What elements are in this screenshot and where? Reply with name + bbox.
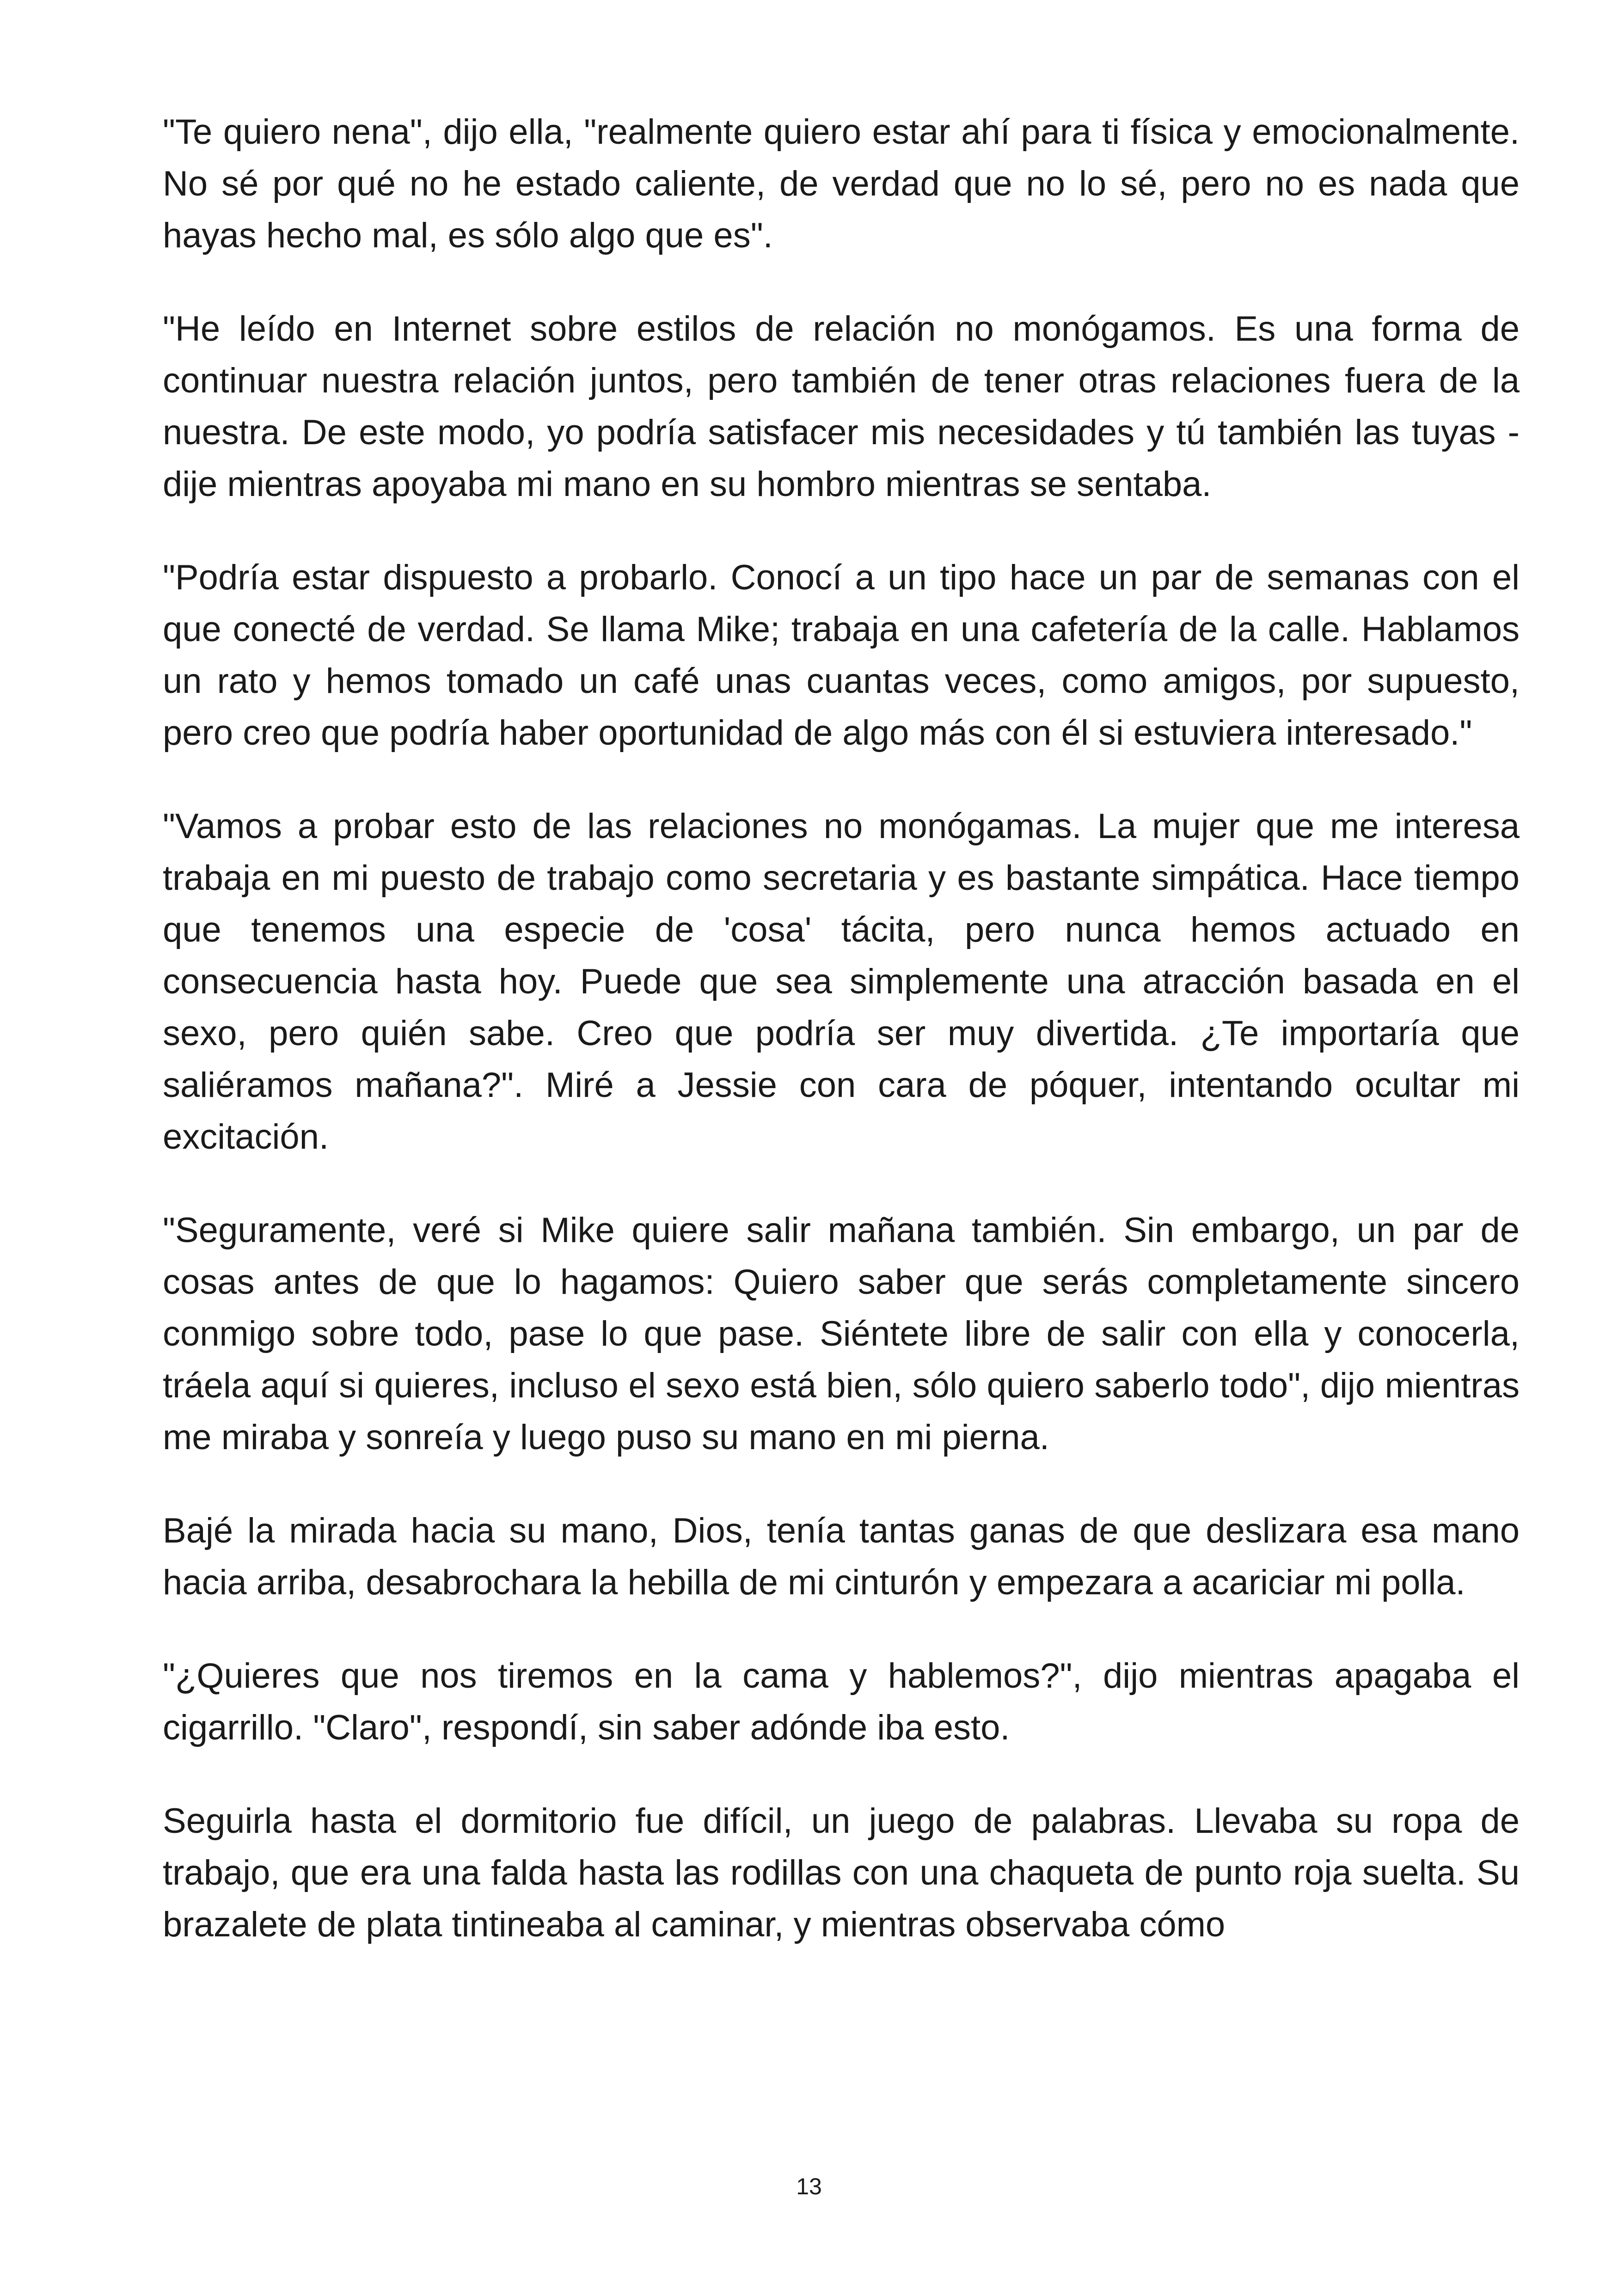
page-body (163, 106, 1520, 1951)
paragraph: "Podría estar dispuesto a probarlo. Conocí a un tipo hace un par de semanas con el que conecté de verdad. Se llama Mike; trabaja en una cafetería de la calle. Hablamos un rato y hemos tomado un café unas cuantas veces, como amigos, por supuesto, pero creo que podría haber oportunidad de algo más con él si estuviera interesado." (163, 558, 1520, 753)
paragraph: Bajé la mirada hacia su mano, Dios, tenía tantas ganas de que deslizara esa mano hacia arriba, desabrochara la hebilla de mi cinturón y empezara a acariciar mi polla. (163, 1511, 1520, 1602)
page-number: 13 (796, 2174, 822, 2199)
paragraph: "¿Quieres que nos tiremos en la cama y hablemos?", dijo mientras apagaba el cigarrillo. "Claro", respondí, sin saber adónde iba esto. (163, 1656, 1520, 1747)
paragraph: "Te quiero nena", dijo ella, "realmente quiero estar ahí para ti física y emocionalmente. No sé por qué no he estado caliente, de verdad que no lo sé, pero no es nada que hayas hecho mal, es sólo algo que es". (163, 112, 1520, 255)
paragraph: "He leído en Internet sobre estilos de relación no monógamos. Es una forma de continuar nuestra relación juntos, pero también de tener otras relaciones fuera de la nuestra. De este modo, yo podría satisfacer mis necesidades y tú también las tuyas -dije mientras apoyaba mi mano en su hombro mientras se sentaba. (163, 309, 1520, 504)
paragraph: "Vamos a probar esto de las relaciones no monógamas. La mujer que me interesa trabaja en mi puesto de trabajo como secretaria y es bastante simpática. Hace tiempo que tenemos una especie de 'cosa' tácita, pero nunca hemos actuado en consecuencia hasta hoy. Puede que sea simplemente una atracción basada en el sexo, pero quién sabe. Creo que podría ser muy divertida. ¿Te importaría que saliéramos mañana?". Miré a Jessie con cara de póquer, intentando ocultar mi excitación. (163, 807, 1520, 1157)
paragraph: "Seguramente, veré si Mike quiere salir mañana también. Sin embargo, un par de cosas antes de que lo hagamos: Quiero saber que serás completamente sincero conmigo sobre todo, pase lo que pase. Siéntete libre de salir con ella y conocerla, tráela aquí si quieres, incluso el sexo está bien, sólo quiero saberlo todo", dijo mientras me miraba y sonreía y luego puso su mano en mi pierna. (163, 1211, 1520, 1457)
paragraph: Seguirla hasta el dormitorio fue difícil, un juego de palabras. Llevaba su ropa de trabajo, que era una falda hasta las rodillas con una chaqueta de punto roja suelta. Su brazalete de plata tintineaba al caminar, y mientras observaba cómo (163, 1801, 1520, 1944)
